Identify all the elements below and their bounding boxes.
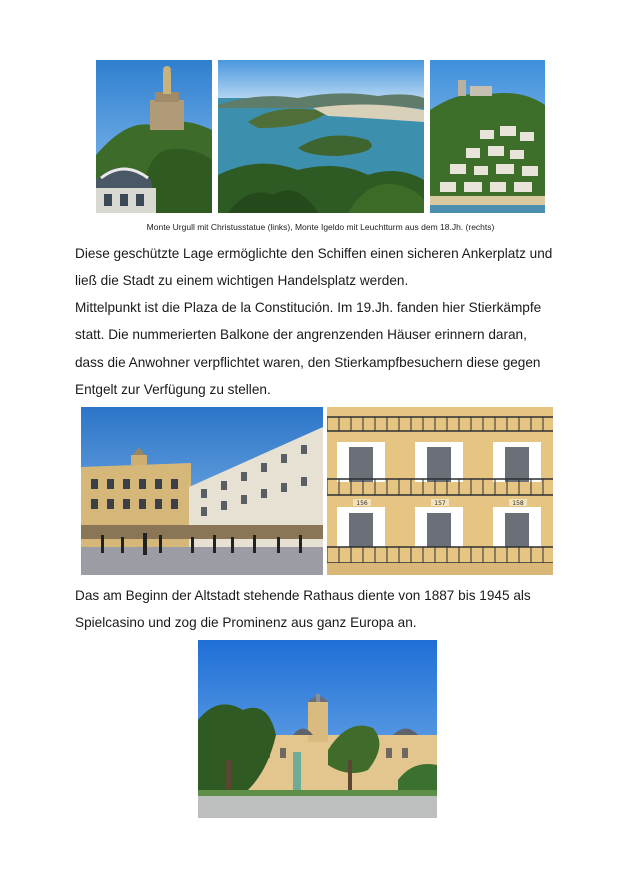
photo-rathaus — [198, 640, 437, 818]
photo-plaza-constitucion — [81, 407, 323, 575]
text-line: dass die Anwohner verpflichtet waren, den Stierkampfbesuchern diese gegen — [75, 354, 541, 370]
text-line: Mittelpunkt ist die Plaza de la Constitución. Im 19.Jh. fanden hier Stierkämpfe — [75, 300, 542, 315]
text-line: Diese geschützte Lage ermöglichte den Schiffen einen sicheren Ankerplatz und — [75, 246, 553, 261]
paragraph-anchorage — [75, 240, 565, 295]
balcony-number: 158 — [512, 500, 524, 507]
photo-balconies — [327, 407, 553, 575]
paragraph-plaza — [75, 294, 565, 403]
image-caption: Monte Urgull mit Christusstatue (links), Monte Igeldo mit Leuchtturm aus dem 18.Jh. (rechts) — [146, 222, 495, 232]
text-line: Das am Beginn der Altstadt stehende Rathaus diente von 1887 bis 1945 als — [75, 588, 531, 603]
text-line: Entgelt zur Verfügung zu stellen. — [75, 381, 271, 397]
text-line: ließ die Stadt zu einem wichtigen Handelsplatz werden. — [75, 273, 409, 289]
text-line: statt. Die nummerierten Balkone der angrenzenden Häuser erinnern daran, — [75, 327, 527, 343]
balcony-number: 157 — [434, 500, 446, 507]
paragraph-rathaus — [75, 582, 565, 637]
photo-bay-view — [218, 60, 424, 213]
balcony-number: 156 — [356, 500, 368, 507]
photo-monte-urgull — [96, 60, 212, 213]
photo-monte-igueldo — [430, 60, 545, 213]
text-line: Spielcasino und zog die Prominenz aus ganz Europa an. — [75, 615, 417, 631]
